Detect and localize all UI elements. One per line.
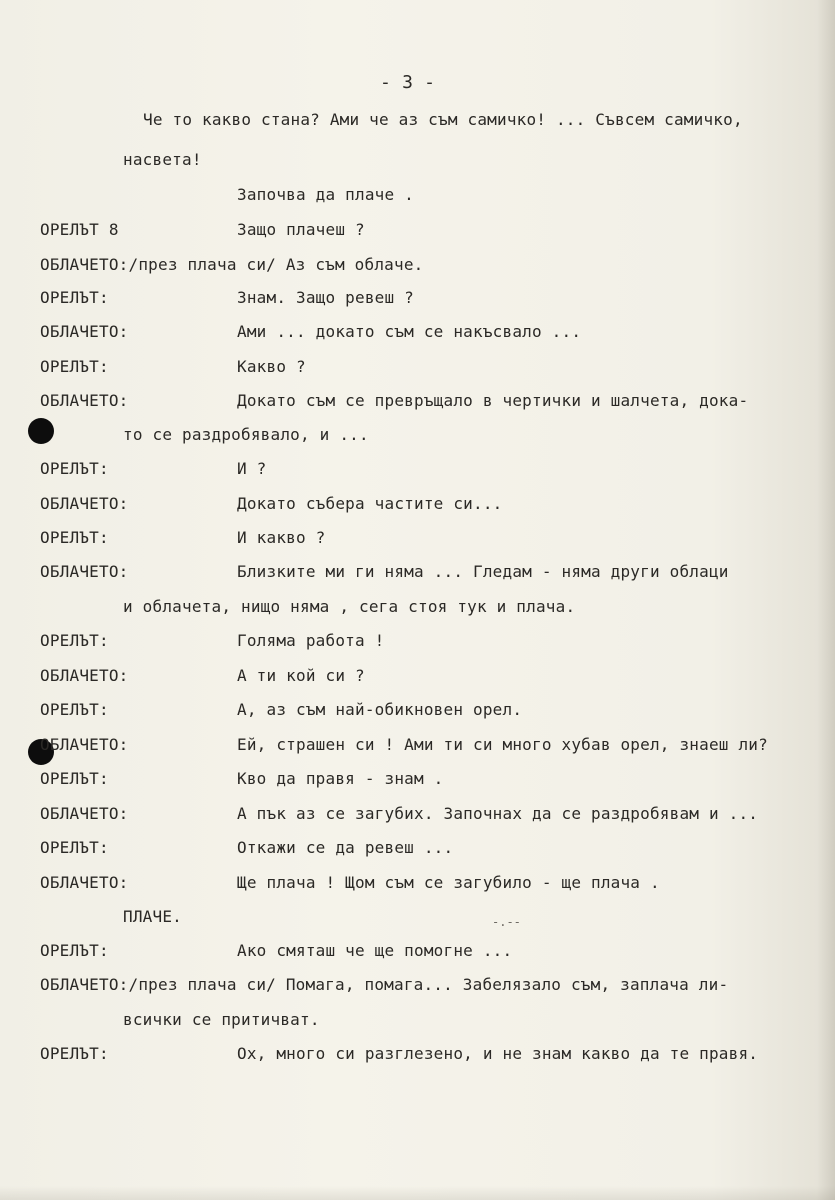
dialogue-line: Докато съм се превръщало в чертички и шалчета, дока- <box>237 391 749 410</box>
dialogue-continuation: то се раздробявало, и ... <box>123 425 369 444</box>
speaker-label: ОРЕЛЪТ: <box>40 631 109 650</box>
opening-line: насвета! <box>123 150 202 169</box>
dialogue-line: И ? <box>237 459 267 478</box>
speaker-label: ОБЛАЧЕТО: <box>40 322 129 341</box>
dialogue-line: А пък аз се загубих. Започнах да се раздробявам и ... <box>237 804 759 823</box>
page-edge-shadow <box>817 0 835 1200</box>
dialogue-line: А ти кой си ? <box>237 666 365 685</box>
speaker-label: ОРЕЛЪТ: <box>40 838 109 857</box>
speaker-label: ОБЛАЧЕТО: <box>40 804 129 823</box>
dialogue-line: Какво ? <box>237 357 306 376</box>
dialogue-line: Ако смяташ че ще помогне ... <box>237 941 513 960</box>
dialogue-continuation: всички се притичват. <box>123 1010 320 1029</box>
speaker-label: ОБЛАЧЕТО: <box>40 666 129 685</box>
dialogue-line: Ох, много си разглезено, и не знам какво да те правя. <box>237 1044 759 1063</box>
speaker-label: ОРЕЛЪТ: <box>40 1044 109 1063</box>
speaker-label: ОРЕЛЪТ: <box>40 288 109 307</box>
speaker-label: ОБЛАЧЕТО: <box>40 391 129 410</box>
speaker-label: ОРЕЛЪТ 8 <box>40 220 119 239</box>
stage-direction: ПЛАЧЕ. <box>123 907 182 926</box>
stage-direction: Започва да плаче . <box>237 185 414 204</box>
dialogue-line: Знам. Защо ревеш ? <box>237 288 414 307</box>
dialogue-line: Кво да правя - знам . <box>237 769 444 788</box>
speaker-label: ОРЕЛЪТ: <box>40 700 109 719</box>
dialogue-line: Защо плачеш ? <box>237 220 365 239</box>
speaker-label: ОБЛАЧЕТО: <box>40 562 129 581</box>
page-edge-shadow <box>0 1186 835 1200</box>
speaker-label: ОБЛАЧЕТО: <box>40 735 129 754</box>
speaker-label: ОРЕЛЪТ: <box>40 528 109 547</box>
dialogue-line: И какво ? <box>237 528 326 547</box>
dialogue-line: Докато събера частите си... <box>237 494 503 513</box>
punch-hole <box>28 418 54 444</box>
speaker-label: ОБЛАЧЕТО: <box>40 873 129 892</box>
speaker-label: ОРЕЛЪТ: <box>40 769 109 788</box>
speaker-label: ОРЕЛЪТ: <box>40 357 109 376</box>
stray-mark: -.-- <box>492 915 521 929</box>
opening-line: Че то какво стана? Ами че аз съм самичко! ... Съвсем самичко, <box>143 110 743 129</box>
dialogue-line: Голяма работа ! <box>237 631 385 650</box>
dialogue-line: Откажи се да ревеш ... <box>237 838 454 857</box>
dialogue-line: Ами ... докато съм се накъсвало ... <box>237 322 582 341</box>
dialogue-line: Ще плача ! Щом съм се загубило - ще плача . <box>237 873 660 892</box>
page-number: - 3 - <box>380 72 436 93</box>
speaker-label: ОРЕЛЪТ: <box>40 459 109 478</box>
speaker-label: ОБЛАЧЕТО:/през плача си/ Помага, помага... Забелязало съм, заплача ли- <box>40 975 729 994</box>
dialogue-line: Ей, страшен си ! Ами ти си много хубав орел, знаеш ли? <box>237 735 768 754</box>
dialogue-line: Близките ми ги няма ... Гледам - няма други облаци <box>237 562 729 581</box>
speaker-label: ОРЕЛЪТ: <box>40 941 109 960</box>
speaker-label: ОБЛАЧЕТО:/през плача си/ Аз съм облаче. <box>40 255 424 274</box>
dialogue-line: А, аз съм най-обикновен орел. <box>237 700 523 719</box>
speaker-label: ОБЛАЧЕТО: <box>40 494 129 513</box>
dialogue-continuation: и облачета, нищо няма , сега стоя тук и плача. <box>123 597 576 616</box>
